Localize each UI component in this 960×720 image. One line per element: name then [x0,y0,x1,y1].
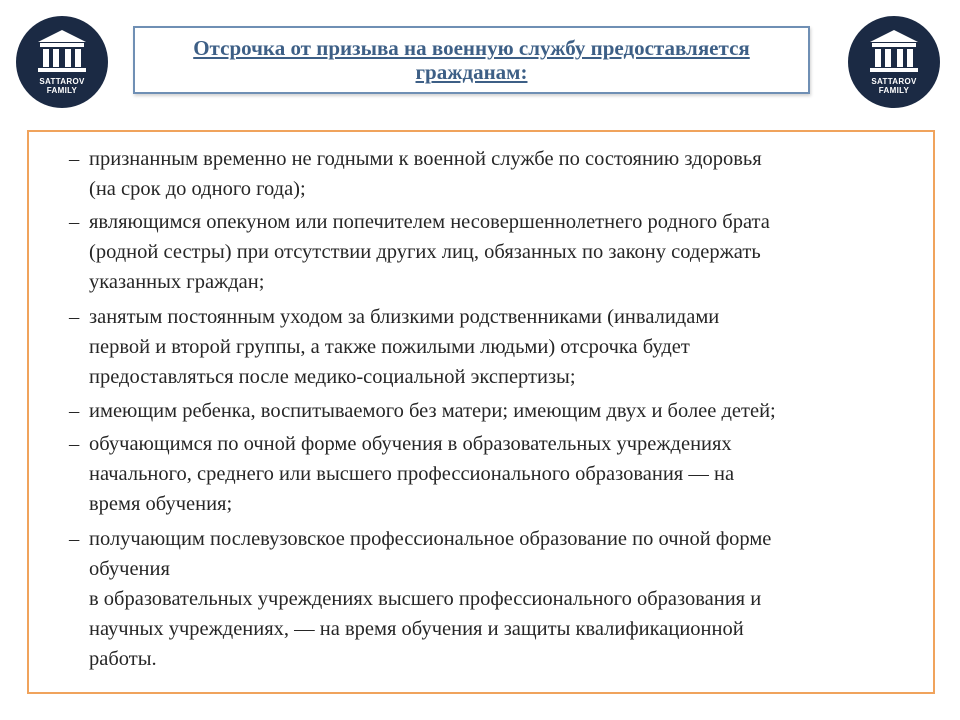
list-line: время обучения; [89,493,233,515]
list-line: предоставляться после медико-социальной экспертизы; [89,366,576,388]
list-line: (на срок до одного года); [89,178,306,200]
list-line: работы. [89,648,157,670]
list-line: обучающимся по очной форме обучения в образовательных учреждениях [89,433,732,455]
list-line: обучения [89,558,170,580]
list-line: научных учреждениях, — на время обучения и защиты квалификационной [89,618,744,640]
list-dash: – [69,148,80,170]
building-columns-icon [866,28,922,74]
title-box [133,26,810,94]
list-line: являющимся опекуном или попечителем несовершеннолетнего родного брата [89,211,770,233]
list-dash: – [69,528,80,550]
list-line: получающим послевузовское профессиональное образование по очной форме [89,528,772,550]
list-line: в образовательных учреждениях высшего профессионального образования и [89,588,762,610]
list-line: занятым постоянным уходом за близкими родственниками (инвалидами [89,306,720,328]
logo-line2: FAMILY [878,86,910,95]
logo-left [16,16,108,108]
logo-caption [39,77,84,95]
logo-caption [871,77,916,95]
logo-right [848,16,940,108]
list-item-text [89,524,929,674]
list-item-text [89,207,929,297]
list-line: (родной сестры) при отсутствии других лиц, обязанных по закону содержать [89,241,761,263]
logo-line1: SATTAROV [39,77,85,86]
list-item-text [89,396,929,426]
list-item-text [89,302,929,392]
list-line: признанным временно не годными к военной службе по состоянию здоровья [89,148,762,170]
list-dash: – [69,211,80,233]
logo-line2: FAMILY [46,86,78,95]
page-title: Отсрочка от призыва на военную службу предоставляется гражданам: [193,36,750,84]
list-dash: – [69,306,80,328]
list-line: первой и второй группы, а также пожилыми людьми) отсрочка будет [89,336,690,358]
list-dash: – [69,400,80,422]
building-columns-icon [34,28,90,74]
list-line: имеющим ребенка, воспитываемого без матери; имеющим двух и более детей; [89,400,776,422]
list-item-text [89,144,929,204]
logo-line1: SATTAROV [871,77,917,86]
content-box [27,130,935,694]
list-item-text [89,429,929,519]
list-line: начального, среднего или высшего профессионального образования — на [89,463,735,485]
list-line: указанных граждан; [89,271,265,293]
list-dash: – [69,433,80,455]
